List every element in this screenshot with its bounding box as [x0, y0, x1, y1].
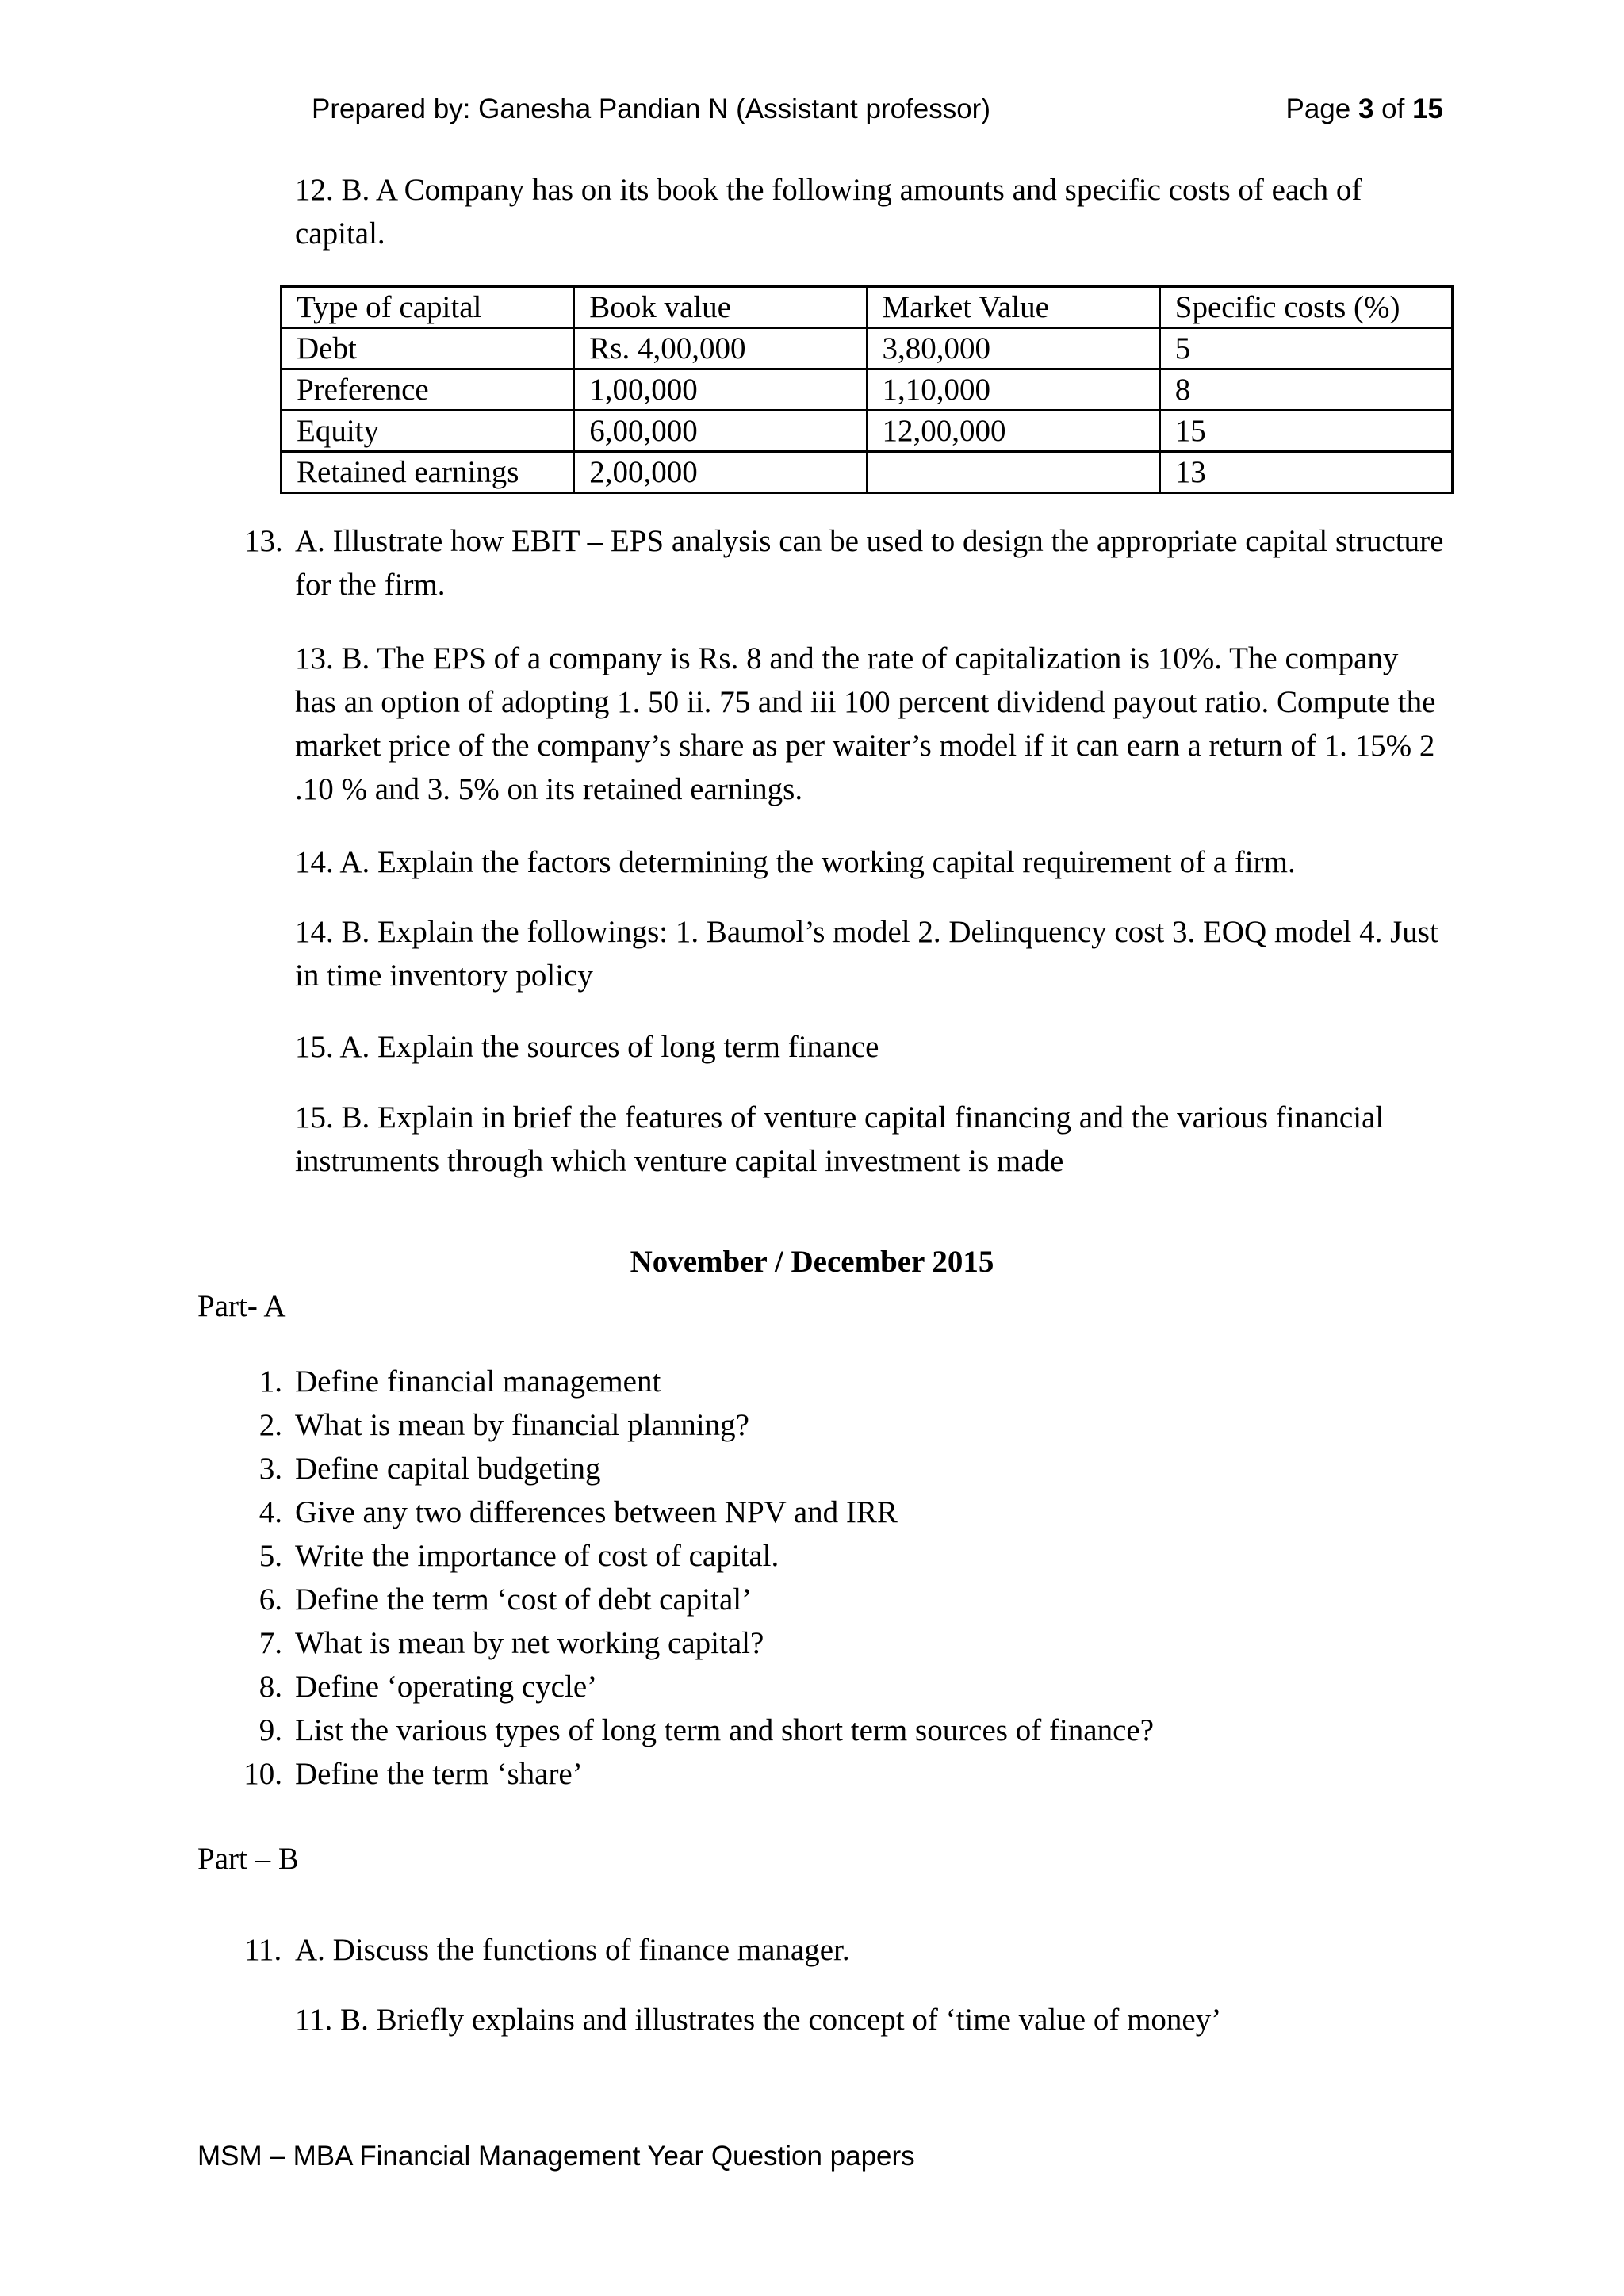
table-row [282, 328, 1453, 369]
item-text: Define financial management [295, 1364, 661, 1399]
table-cell: 15 [1159, 411, 1452, 452]
item-number: 3. [259, 1452, 282, 1486]
table-cell [867, 452, 1159, 493]
table-cell: 1,10,000 [867, 369, 1159, 411]
table-header: Type of capital [282, 287, 574, 328]
part-a-question-list [0, 1360, 1154, 1796]
table-header: Market Value [867, 287, 1159, 328]
item-text: Define the term ‘cost of debt capital’ [295, 1582, 753, 1617]
item-text: What is mean by financial planning? [295, 1408, 749, 1442]
question-14a: 14. A. Explain the factors determining the working capital requirement of a firm. [295, 845, 1296, 879]
question-text: A. Illustrate how EBIT – EPS analysis can be used to design the appropriate capital structure for the firm. [295, 524, 1444, 602]
item-number: 4. [259, 1495, 282, 1529]
list-item [0, 1665, 1154, 1709]
table-cell: 2,00,000 [574, 452, 867, 493]
table-cell: Preference [282, 369, 574, 411]
item-text: Define ‘operating cycle’ [295, 1670, 598, 1704]
list-item [0, 1360, 1154, 1403]
question-15a: 15. A. Explain the sources of long term finance [295, 1030, 879, 1064]
list-item [0, 1578, 1154, 1621]
table-row [282, 369, 1453, 411]
question-number: 13. [244, 524, 283, 558]
table-cell: 13 [1159, 452, 1452, 493]
item-number: 5. [259, 1539, 282, 1573]
question-11b: 11. B. Briefly explains and illustrates the concept of ‘time value of money’ [295, 2003, 1222, 2037]
table-cell: 8 [1159, 369, 1452, 411]
table-cell: 5 [1159, 328, 1452, 369]
question-13a [244, 519, 1445, 607]
table-cell: Debt [282, 328, 574, 369]
page-header [312, 94, 1443, 125]
table-cell: 12,00,000 [867, 411, 1159, 452]
page-total: 15 [1412, 94, 1443, 124]
part-b-label: Part – B [197, 1842, 299, 1876]
question-13b: 13. B. The EPS of a company is Rs. 8 and the rate of capitalization is 10%. The company has an option of adopting 1. 50 ii. 75 and iii 100 percent dividend payout ratio. Compute the market price of the company’s share as per waiter’s model if it can earn a return of 1. 15% 2 .10 % and 3. 5% on its retained earnings. [295, 641, 1436, 806]
list-item [0, 1752, 1154, 1796]
question-15b: 15. B. Explain in brief the features of venture capital financing and the various financial instruments through which venture capital investment is made [295, 1100, 1385, 1178]
section-heading: November / December 2015 [630, 1245, 994, 1279]
item-text: Give any two differences between NPV and IRR [295, 1495, 898, 1529]
page-footer: MSM – MBA Financial Management Year Question papers [197, 2141, 915, 2172]
table-cell: Rs. 4,00,000 [574, 328, 867, 369]
item-number: 1. [259, 1364, 282, 1399]
table-cell: Equity [282, 411, 574, 452]
question-number: 11. [244, 1933, 282, 1967]
question-text: A. Discuss the functions of finance manager. [295, 1933, 850, 1967]
item-number: 6. [259, 1582, 282, 1617]
table-row [282, 452, 1453, 493]
table-header: Book value [574, 287, 867, 328]
table-cell: 1,00,000 [574, 369, 867, 411]
list-item [0, 1534, 1154, 1578]
item-number: 8. [259, 1670, 282, 1704]
question-14b: 14. B. Explain the followings: 1. Baumol’s model 2. Delinquency cost 3. EOQ model 4. Just in time inventory policy [295, 915, 1438, 993]
item-text: Write the importance of cost of capital. [295, 1539, 779, 1573]
item-number: 7. [259, 1626, 282, 1660]
prepared-by: Prepared by: Ganesha Pandian N (Assistant professor) [312, 94, 990, 124]
item-number: 9. [259, 1713, 282, 1747]
list-item [0, 1447, 1154, 1490]
list-item [0, 1490, 1154, 1534]
table-row [282, 411, 1453, 452]
table-header: Specific costs (%) [1159, 287, 1452, 328]
table-cell: 3,80,000 [867, 328, 1159, 369]
capital-table [280, 285, 1454, 494]
item-text: List the various types of long term and short term sources of finance? [295, 1713, 1155, 1747]
item-number: 2. [259, 1408, 282, 1442]
list-item [0, 1403, 1154, 1447]
item-number: 10. [243, 1757, 282, 1791]
list-item [0, 1709, 1154, 1752]
item-text: Define the term ‘share’ [295, 1757, 583, 1791]
list-item [0, 1621, 1154, 1665]
question-11a [244, 1928, 1445, 1972]
page-number: Page 3 of 15 [1285, 94, 1443, 124]
question-12b: 12. B. A Company has on its book the following amounts and specific costs of each of capital. [295, 173, 1362, 251]
item-text: What is mean by net working capital? [295, 1626, 764, 1660]
table-cell: Retained earnings [282, 452, 574, 493]
table-cell: 6,00,000 [574, 411, 867, 452]
table-header-row [282, 287, 1453, 328]
part-a-label: Part- A [197, 1289, 286, 1323]
page-current: 3 [1358, 94, 1374, 124]
item-text: Define capital budgeting [295, 1452, 601, 1486]
